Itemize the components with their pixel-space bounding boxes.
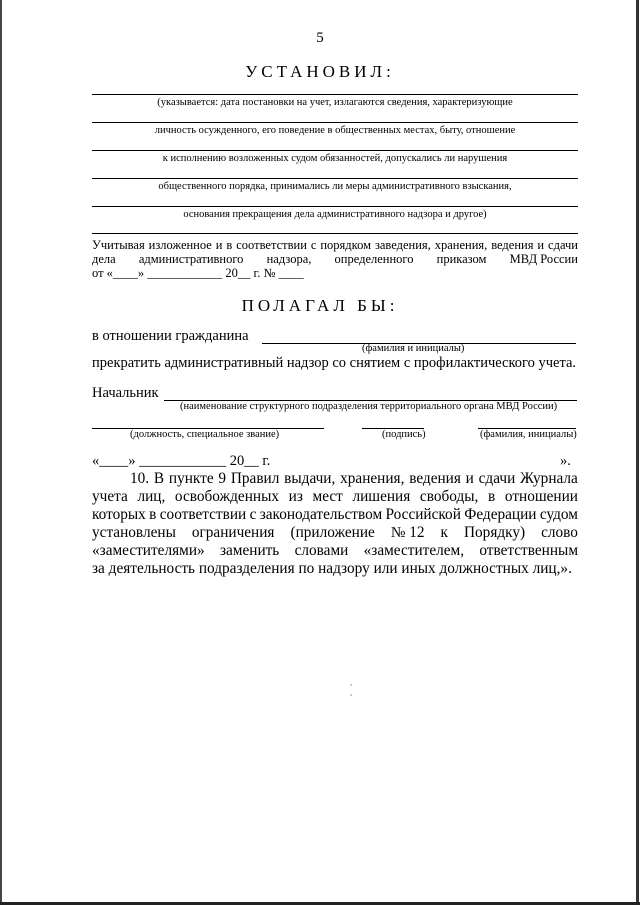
item-10-word: Порядку) [463,524,526,541]
considering-word: дела [92,252,116,266]
established-note: основания прекращения дела административного надзора и другое) [183,209,487,220]
item-10-word: «заместителями» [92,542,205,559]
item-10-word: освобожденных [174,488,279,505]
citizen-label: в отношении гражданина [92,328,249,344]
date-line: «____» ____________ 20__ г. [92,453,271,469]
item-10-paragraph [92,470,578,578]
item-10-word: «заместителем, [363,542,465,559]
considering-word: МВД России [509,252,578,266]
item-10-word: в [149,506,157,523]
item-10-word: Журнала [520,470,578,487]
considering-order-line: от «____» ____________ 20__ г. № ____ [92,266,304,280]
item-10-word: пункте [168,470,214,487]
item-10-word: ведения [409,470,461,487]
blank-line [92,233,578,234]
chief-caption: (наименование структурного подразделения территориального органа МВД России) [180,401,558,412]
page-frame-right [636,0,639,905]
blank-line [92,94,578,95]
established-note: к исполнению возложенных судом обязанностей, допускались ли нарушения [162,153,508,164]
considering-word: Учитывая [92,238,145,252]
considering-line [92,238,578,252]
considering-word: определенного [334,252,414,266]
item-10-word: соответствии [159,506,247,523]
item-10-word: с [249,506,257,523]
established-note: (указывается: дата постановки на учет, излагаются сведения, характеризующие [157,97,513,108]
item-10-word: установлены [92,524,176,541]
item-10-word: Правил [230,470,280,487]
item-10-word: учета [92,488,128,505]
scan-speck [350,694,352,696]
item-10-line [92,542,578,560]
item-10-word: Федерации [464,506,537,523]
name-caption: (фамилия, инициалы) [480,429,577,440]
established-note: общественного порядка, принимались ли меры административного взыскания, [158,181,512,192]
heading-would-consider: ПОЛАГАЛ БЫ: [241,296,399,315]
considering-word: в [226,238,233,252]
considering-line [92,252,578,266]
page-frame-left [0,0,2,905]
citizen-caption: (фамилия и инициалы) [362,343,465,354]
considering-word: хранения, [434,238,488,252]
item-10-word: сдачи [478,470,516,487]
signature-caption: (подпись) [382,429,426,440]
heading-established: УСТАНОВИЛ: [245,62,395,81]
item-10-word: ответственным [479,542,578,559]
date-line-closing: ». [560,453,571,469]
item-10-word: отношении [504,488,578,505]
item-10-word: слово [541,524,578,541]
blank-line [92,150,578,151]
blank-line [92,122,578,123]
considering-word: с [310,238,317,252]
item-10-word: из [288,488,303,505]
considering-word: приказом [436,252,487,266]
terminate-text: прекратить административный надзор со снятием с профилактического учета. [92,355,577,371]
considering-word: порядком [320,238,371,252]
established-note: личность осужденного, его поведение в общественных местах, быту, отношение [154,125,516,136]
considering-word: заведения, [374,238,431,252]
item-10-word: № 12 [390,524,425,541]
item-10-word: в [488,488,496,505]
item-10-line [92,524,578,542]
item-10-word: словами [294,542,349,559]
page-number: 5 [316,30,324,46]
item-10-line: за деятельность подразделения по надзору или иных должностных лиц,». [92,560,572,577]
position-caption: (должность, специальное звание) [130,429,280,440]
item-10-word: 10. [130,470,150,487]
item-10-line [92,470,578,488]
considering-word: ведения [491,238,534,252]
considering-word: и [215,238,223,252]
considering-paragraph [92,238,578,280]
scan-speck [350,684,352,686]
item-10-word: заменить [219,542,280,559]
considering-word: надзора, [266,252,312,266]
item-10-word: (приложение [290,524,375,541]
chief-label: Начальник [92,385,159,401]
item-10-word: судом [539,506,578,523]
item-10-word: мест [312,488,343,505]
item-10-word: лишения [352,488,411,505]
considering-word: административного [138,252,244,266]
item-10-word: выдачи, [284,470,336,487]
item-10-line [92,506,578,524]
item-10-line [92,488,578,506]
item-10-word: которых [92,506,146,523]
item-10-word: к [440,524,448,541]
item-10-word: лиц, [137,488,166,505]
item-10-word: 9 [218,470,227,487]
considering-word: соответствии [236,238,307,252]
item-10-word: В [153,470,165,487]
item-10-word: Российской [385,506,461,523]
item-10-word: свободы, [419,488,479,505]
item-10-word: хранения, [340,470,405,487]
blank-line [92,206,578,207]
considering-word: сдачи [548,238,578,252]
considering-word: изложенное [148,238,212,252]
item-10-word: и [465,470,474,487]
item-10-word: законодательством [259,506,383,523]
considering-word: и [537,238,545,252]
blank-line [92,178,578,179]
item-10-word: ограничения [191,524,275,541]
